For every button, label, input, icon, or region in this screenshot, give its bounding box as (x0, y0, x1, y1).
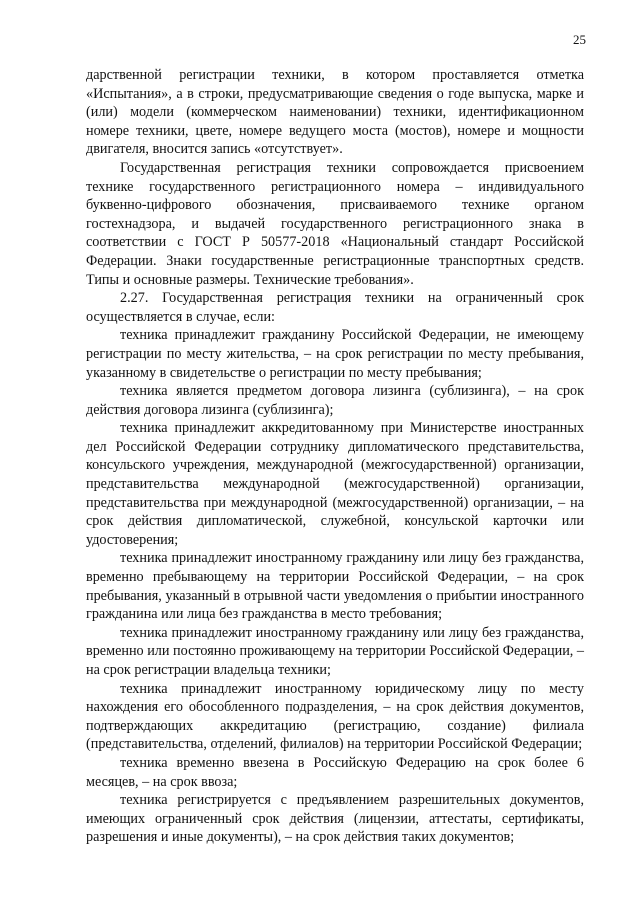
paragraph-case-import: техника временно ввезена в Российскую Федерацию на срок более 6 месяцев, – на срок ввоза; (86, 754, 584, 790)
paragraph-continuation: дарственной регистрации техники, в котором проставляется отметка «Испытания», а в строки, предусматривающие сведения о годе выпуска, марке и (или) модели (коммерческом наименовании) техники, идентификационном номере техники, цвете, номере ведущего моста (мостов), номере и мощности двигателя, вносится запись «отсутствует». (86, 67, 584, 158)
paragraph-case-temporary-stay: техника принадлежит иностранному гражданину или лицу без гражданства, временно пребывающему на территории Российской Федерации, – на срок пребывания, указанный в отрывной части уведомления о прибытии иностранного гражданина или лица без гражданства в место требования; (86, 550, 584, 623)
paragraph-case-citizen: техника принадлежит гражданину Российской Федерации, не имеющему регистрации по месту жительства, – на срок регистрации по месту пребывания, указанному в свидетельстве о регистрации по месту пребывания; (86, 327, 584, 381)
paragraph-registration-plate: Государственная регистрация техники сопровождается присвоением технике государственного регистрационного номера – индивидуального буквенно-цифрового обозначения, присваиваемого технике органом гостехнадзора, и выдачей государственного регистрационного знака в соответствии с ГОСТ Р 50577-2018 «Национальный стандарт Российской Федерации. Знаки государственные регистрационные транспортных средств. Типы и основные размеры. Технические требования». (86, 159, 584, 288)
paragraph-case-diplomatic: техника принадлежит аккредитованному при Министерстве иностранных дел Российской Федерации сотруднику дипломатического представительства, консульского учреждения, международной (межгосударственной) организации, представительства международной (межгосударственной) организации, представительства при международной (межгосударственной) организации, – на срок действия дипломатической, служебной, консульской карточки или удостоверения; (86, 420, 584, 548)
document-body (86, 66, 584, 847)
page-number: 25 (573, 32, 586, 47)
paragraph-clause-2-27: 2.27. Государственная регистрация техники на ограниченный срок осуществляется в случае, если: (86, 290, 584, 325)
paragraph-case-residence: техника принадлежит иностранному гражданину или лицу без гражданства, временно или постоянно проживающему на территории Российской Федерации, – на срок регистрации владельца техники; (86, 624, 584, 678)
paragraph-case-leasing: техника является предметом договора лизинга (сублизинга), – на срок действия договора лизинга (сублизинга); (86, 383, 584, 418)
paragraph-case-permits: техника регистрируется с предъявлением разрешительных документов, имеющих ограниченный срок действия (лицензии, аттестаты, сертификаты, разрешения и иные документы), – на срок действия таких документов; (86, 792, 584, 846)
paragraph-case-foreign-entity: техника принадлежит иностранному юридическому лицу по месту нахождения его обособленного подразделения, – на срок действия документов, подтверждающих аккредитацию (регистрацию, создание) филиала (представительства, отделений, филиалов) на территории Российской Федерации; (86, 680, 584, 753)
